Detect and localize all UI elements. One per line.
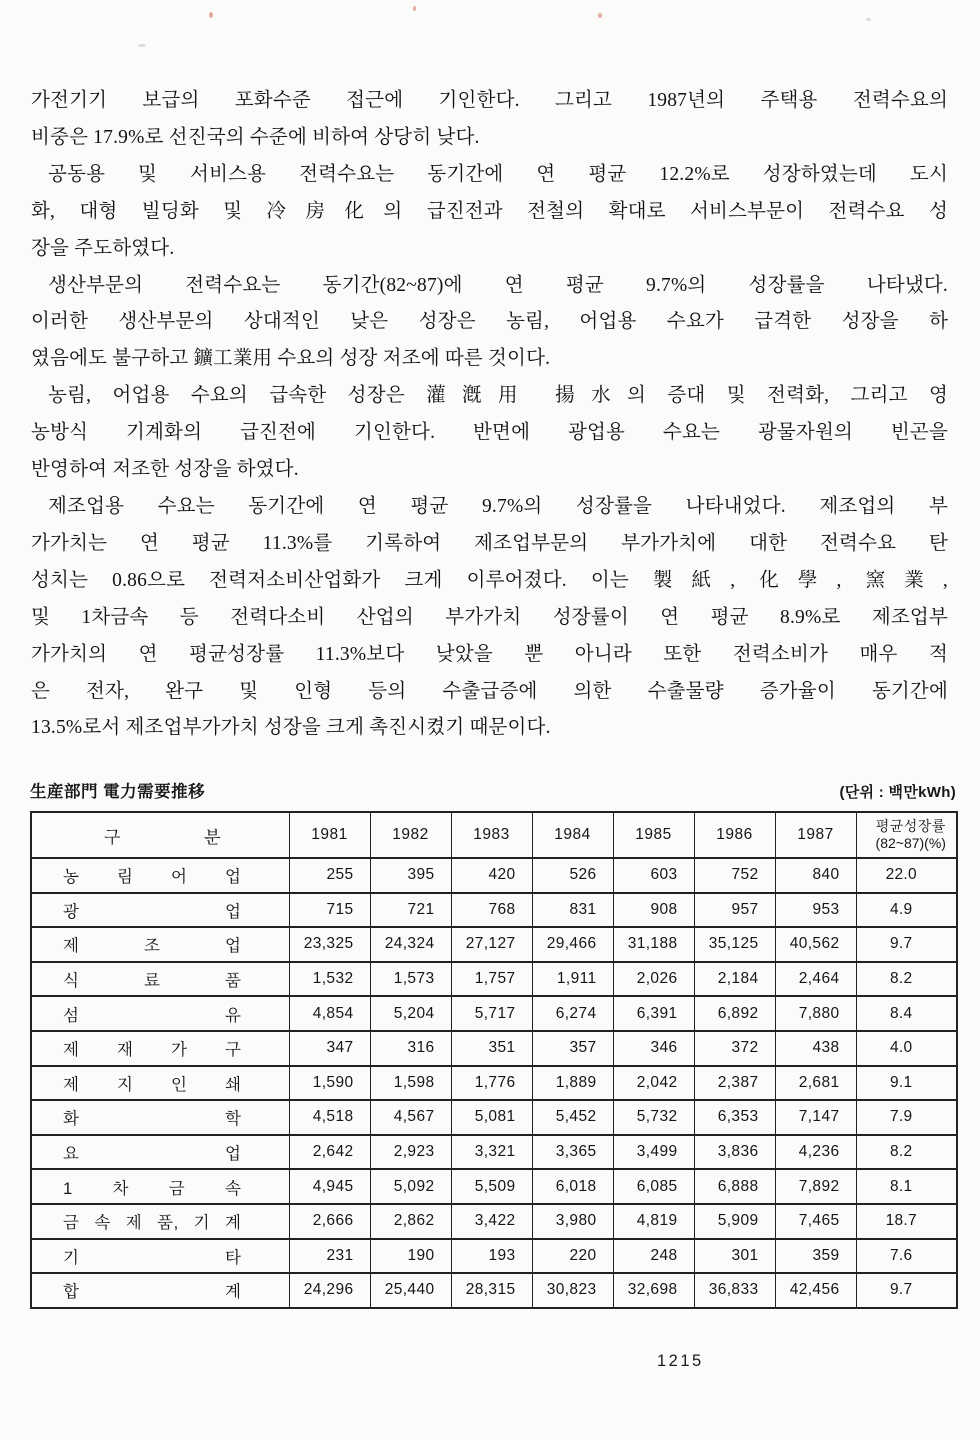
scan-artifact	[138, 44, 146, 47]
table-row	[31, 927, 957, 962]
value-cell: 7,880	[775, 996, 856, 1031]
table-row	[31, 1273, 957, 1308]
value-cell: 3,836	[694, 1135, 775, 1170]
table-row	[31, 1066, 957, 1101]
value-cell: 420	[451, 858, 532, 893]
value-cell: 2,642	[289, 1135, 370, 1170]
text-line: 가전기기 보급의 포화수준 접근에 기인한다. 그리고 1987년의 주택용 전력수요의	[31, 90, 948, 111]
column-header-growth	[856, 812, 957, 858]
value-cell: 347	[289, 1031, 370, 1066]
growth-cell: 9.7	[856, 927, 957, 962]
table-row	[31, 893, 957, 928]
row-label: 금 속 제 품, 기 계	[31, 1204, 289, 1239]
value-cell: 953	[775, 893, 856, 928]
column-header-year: 1985	[613, 812, 694, 858]
table-row	[31, 1169, 957, 1204]
column-header-category: 구 분	[31, 812, 289, 858]
value-cell: 768	[451, 893, 532, 928]
table-header-row	[31, 812, 957, 858]
value-cell: 4,236	[775, 1135, 856, 1170]
text-line: 및 1차금속 등 전력다소비 산업의 부가가치 성장률이 연 평균 8.9%로 제조업부	[31, 606, 948, 628]
value-cell: 32,698	[613, 1273, 694, 1308]
text-line: 이러한 생산부문의 상대적인 낮은 성장은 농림, 어업용 수요가 급격한 성장을 하	[31, 311, 948, 333]
row-label: 1 차 금 속	[31, 1169, 289, 1204]
column-header-year: 1984	[532, 812, 613, 858]
value-cell: 957	[694, 893, 775, 928]
value-cell: 29,466	[532, 927, 613, 962]
growth-cell: 8.2	[856, 962, 957, 997]
value-cell: 831	[532, 893, 613, 928]
value-cell: 23,325	[289, 927, 370, 962]
value-cell: 5,909	[694, 1204, 775, 1239]
page-number: 1215	[657, 1352, 704, 1370]
value-cell: 1,911	[532, 962, 613, 997]
value-cell: 42,456	[775, 1273, 856, 1308]
value-cell: 2,042	[613, 1066, 694, 1101]
text-line: 비중은 17.9%로 선진국의 수준에 비하여 상당히 낮다.	[31, 126, 480, 148]
value-cell: 2,666	[289, 1204, 370, 1239]
value-cell: 1,598	[370, 1066, 451, 1101]
table-row	[31, 1100, 957, 1135]
value-cell: 3,321	[451, 1135, 532, 1170]
value-cell: 4,819	[613, 1204, 694, 1239]
value-cell: 231	[289, 1239, 370, 1274]
text-line: 였음에도 불구하고 鑛工業用 수요의 성장 저조에 따른 것이다.	[31, 348, 551, 370]
value-cell: 36,833	[694, 1273, 775, 1308]
table-row	[31, 1204, 957, 1239]
table-row	[31, 1031, 957, 1066]
value-cell: 346	[613, 1031, 694, 1066]
value-cell: 4,518	[289, 1100, 370, 1135]
value-cell: 24,296	[289, 1273, 370, 1308]
value-cell: 35,125	[694, 927, 775, 962]
row-label: 식 료 품	[31, 962, 289, 997]
value-cell: 2,862	[370, 1204, 451, 1239]
value-cell: 4,854	[289, 996, 370, 1031]
table-row	[31, 1135, 957, 1170]
row-label: 제 재 가 구	[31, 1031, 289, 1066]
value-cell: 24,324	[370, 927, 451, 962]
value-cell: 2,923	[370, 1135, 451, 1170]
text-line: 농방식 기계화의 급진전에 기인한다. 반면에 광업용 수요는 광물자원의 빈곤을	[31, 422, 948, 444]
value-cell: 3,980	[532, 1204, 613, 1239]
value-cell: 7,147	[775, 1100, 856, 1135]
value-cell: 193	[451, 1239, 532, 1274]
value-cell: 3,422	[451, 1204, 532, 1239]
value-cell: 1,532	[289, 962, 370, 997]
value-cell: 351	[451, 1031, 532, 1066]
value-cell: 6,018	[532, 1169, 613, 1204]
value-cell: 1,889	[532, 1066, 613, 1101]
table-caption-row	[30, 778, 956, 802]
growth-cell: 8.1	[856, 1169, 957, 1204]
value-cell: 6,353	[694, 1100, 775, 1135]
growth-cell: 8.2	[856, 1135, 957, 1170]
value-cell: 3,365	[532, 1135, 613, 1170]
column-header-year: 1983	[451, 812, 532, 858]
power-demand-table	[30, 811, 958, 1309]
growth-cell: 8.4	[856, 996, 957, 1031]
value-cell: 4,567	[370, 1100, 451, 1135]
value-cell: 5,081	[451, 1100, 532, 1135]
scan-artifact	[209, 12, 213, 18]
value-cell: 190	[370, 1239, 451, 1274]
body-text	[31, 83, 948, 747]
value-cell: 4,945	[289, 1169, 370, 1204]
value-cell: 359	[775, 1239, 856, 1274]
value-cell: 6,888	[694, 1169, 775, 1204]
value-cell: 5,204	[370, 996, 451, 1031]
row-label: 제 지 인 쇄	[31, 1066, 289, 1101]
table-title: 生産部門 電力需要推移	[30, 783, 206, 801]
column-header-year: 1981	[289, 812, 370, 858]
value-cell: 1,757	[451, 962, 532, 997]
value-cell: 3,499	[613, 1135, 694, 1170]
value-cell: 5,717	[451, 996, 532, 1031]
growth-header-line2: (82~87)(%)	[875, 835, 946, 851]
value-cell: 28,315	[451, 1273, 532, 1308]
value-cell: 2,184	[694, 962, 775, 997]
text-line: 성치는 0.86으로 전력저소비산업화가 크게 이루어졌다. 이는 製紙, 化學, 窯業,	[31, 569, 948, 591]
value-cell: 2,387	[694, 1066, 775, 1101]
text-line: 가가치의 연 평균성장률 11.3%보다 낮았을 뿐 아니라 또한 전력소비가 매우 적	[31, 643, 948, 665]
value-cell: 395	[370, 858, 451, 893]
row-label: 제 조 업	[31, 927, 289, 962]
value-cell: 2,681	[775, 1066, 856, 1101]
growth-cell: 7.9	[856, 1100, 957, 1135]
scan-artifact	[413, 6, 416, 11]
value-cell: 752	[694, 858, 775, 893]
text-line: 농림, 어업용 수요의 급속한 성장은 灌漑用 揚水의 증대 및 전력화, 그리고 영	[48, 385, 948, 407]
value-cell: 721	[370, 893, 451, 928]
value-cell: 5,452	[532, 1100, 613, 1135]
row-label: 기 타	[31, 1239, 289, 1274]
table-row	[31, 858, 957, 893]
value-cell: 31,188	[613, 927, 694, 962]
row-label: 광 업	[31, 893, 289, 928]
value-cell: 27,127	[451, 927, 532, 962]
value-cell: 526	[532, 858, 613, 893]
text-line: 13.5%로서 제조업부가가치 성장을 크게 촉진시켰기 때문이다.	[31, 717, 551, 739]
text-line: 은 전자, 완구 및 인형 등의 수출급증에 의한 수출물량 증가율이 동기간에	[31, 680, 948, 702]
scan-artifact	[598, 13, 602, 18]
growth-cell: 4.9	[856, 893, 957, 928]
text-line: 반영하여 저조한 성장을 하였다.	[31, 459, 299, 481]
unit-label: (단위 : 백만kWh)	[839, 784, 956, 801]
column-header-year: 1986	[694, 812, 775, 858]
column-header-year: 1982	[370, 812, 451, 858]
value-cell: 2,464	[775, 962, 856, 997]
text-line: 제조업용 수요는 동기간에 연 평균 9.7%의 성장률을 나타내었다. 제조업의 부	[48, 495, 948, 517]
row-label: 섬 유	[31, 996, 289, 1031]
growth-cell: 9.7	[856, 1273, 957, 1308]
table-row	[31, 996, 957, 1031]
text-line: 장을 주도하였다.	[31, 237, 175, 259]
growth-header-line1: 평균성장률	[875, 818, 946, 834]
growth-cell: 9.1	[856, 1066, 957, 1101]
value-cell: 30,823	[532, 1273, 613, 1308]
value-cell: 316	[370, 1031, 451, 1066]
growth-cell: 7.6	[856, 1239, 957, 1274]
value-cell: 372	[694, 1031, 775, 1066]
value-cell: 25,440	[370, 1273, 451, 1308]
row-label: 합 계	[31, 1273, 289, 1308]
text-line: 화, 대형 빌딩화 및 冷房化의 급진전과 전철의 확대로 서비스부문이 전력수요 성	[31, 200, 948, 222]
value-cell: 6,085	[613, 1169, 694, 1204]
value-cell: 5,732	[613, 1100, 694, 1135]
value-cell: 248	[613, 1239, 694, 1274]
value-cell: 715	[289, 893, 370, 928]
text-line: 가가치는 연 평균 11.3%를 기록하여 제조업부문의 부가가치에 대한 전력수요 탄	[31, 532, 948, 554]
table-section	[30, 778, 956, 1309]
table-row	[31, 962, 957, 997]
value-cell: 438	[775, 1031, 856, 1066]
value-cell: 6,892	[694, 996, 775, 1031]
value-cell: 908	[613, 893, 694, 928]
value-cell: 2,026	[613, 962, 694, 997]
value-cell: 357	[532, 1031, 613, 1066]
value-cell: 840	[775, 858, 856, 893]
row-label: 화 학	[31, 1100, 289, 1135]
value-cell: 6,274	[532, 996, 613, 1031]
row-label: 농 림 어 업	[31, 858, 289, 893]
value-cell: 6,391	[613, 996, 694, 1031]
growth-cell: 22.0	[856, 858, 957, 893]
value-cell: 1,590	[289, 1066, 370, 1101]
value-cell: 7,892	[775, 1169, 856, 1204]
table-row	[31, 1239, 957, 1274]
value-cell: 220	[532, 1239, 613, 1274]
value-cell: 301	[694, 1239, 775, 1274]
row-label: 요 업	[31, 1135, 289, 1170]
text-line: 생산부문의 전력수요는 동기간(82~87)에 연 평균 9.7%의 성장률을 나타냈다.	[48, 274, 948, 296]
value-cell: 603	[613, 858, 694, 893]
value-cell: 5,092	[370, 1169, 451, 1204]
column-header-year: 1987	[775, 812, 856, 858]
value-cell: 255	[289, 858, 370, 893]
value-cell: 7,465	[775, 1204, 856, 1239]
growth-cell: 18.7	[856, 1204, 957, 1239]
growth-cell: 4.0	[856, 1031, 957, 1066]
scan-artifact	[866, 18, 871, 21]
text-line: 공동용 및 서비스용 전력수요는 동기간에 연 평균 12.2%로 성장하였는데 도시	[48, 163, 948, 185]
value-cell: 5,509	[451, 1169, 532, 1204]
value-cell: 40,562	[775, 927, 856, 962]
value-cell: 1,573	[370, 962, 451, 997]
value-cell: 1,776	[451, 1066, 532, 1101]
